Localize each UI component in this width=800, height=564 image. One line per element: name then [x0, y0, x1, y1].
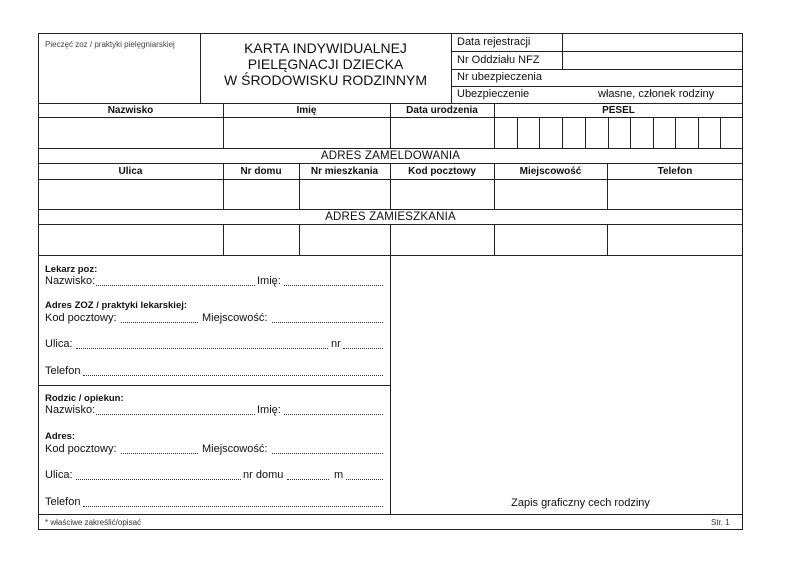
- parent-address-heading: Adres:: [45, 431, 76, 442]
- surname-field[interactable]: [39, 118, 222, 147]
- first-name-header: Imię: [296, 105, 317, 116]
- house-number-header: Nr domu: [240, 166, 282, 177]
- parent-street-field[interactable]: [76, 479, 241, 480]
- doctor-nr-field[interactable]: [343, 348, 383, 349]
- city-header: Miejscowość: [519, 166, 582, 177]
- parent-city-label: Miejscowość:: [202, 443, 268, 455]
- doctor-city-field[interactable]: [272, 322, 383, 323]
- doctor-street-field[interactable]: [76, 348, 328, 349]
- first-name-field[interactable]: [224, 118, 389, 147]
- header-divider-2: [451, 33, 452, 103]
- parent-postal-field[interactable]: [121, 453, 198, 454]
- reg-flat-field[interactable]: [300, 180, 389, 208]
- parent-flat-field[interactable]: [346, 479, 383, 480]
- registered-address-title: ADRES ZAMELDOWANIA: [320, 150, 461, 162]
- doctor-postal-field[interactable]: [121, 322, 198, 323]
- title-line-3: W ŚRODOWISKU RODZINNYM: [224, 72, 427, 88]
- doctor-firstname-label: Imię:: [257, 275, 281, 287]
- patient-row-bottom: [38, 148, 743, 149]
- footnote: * właściwe zakreślić/opisać: [45, 518, 142, 527]
- doctor-parent-divider: [38, 385, 390, 386]
- insurance-number-label: Nr ubezpieczenia: [457, 71, 542, 83]
- stamp-label: Pieczęć zoz / praktyki pielęgniarskiej: [45, 40, 175, 49]
- reg-house-field[interactable]: [224, 180, 298, 208]
- reg-date-field[interactable]: [563, 34, 742, 50]
- parent-surname-field[interactable]: [96, 414, 255, 415]
- street-header: Ulica: [118, 166, 143, 177]
- parent-surname-label: Nazwisko:: [45, 404, 96, 416]
- doctor-surname-field[interactable]: [96, 285, 255, 286]
- parent-firstname-label: Imię:: [257, 404, 281, 416]
- res-house-field[interactable]: [224, 225, 298, 254]
- reg-postal-field[interactable]: [391, 180, 493, 208]
- res-phone-field[interactable]: [608, 225, 742, 254]
- insurance-type-label: Ubezpieczenie: [457, 88, 530, 100]
- surname-header: Nazwisko: [107, 105, 154, 116]
- reg-date-label: Data rejestracji: [457, 36, 531, 48]
- page-number: Str. 1: [711, 518, 730, 527]
- res-postal-field[interactable]: [391, 225, 493, 254]
- insurance-type-value[interactable]: własne, członek rodziny: [598, 88, 715, 100]
- doctor-phone-field[interactable]: [83, 375, 383, 376]
- parent-phone-field[interactable]: [83, 506, 383, 507]
- parent-house-field[interactable]: [287, 479, 329, 480]
- reg-street-field[interactable]: [39, 180, 222, 208]
- res-flat-field[interactable]: [300, 225, 389, 254]
- title-line-1: KARTA INDYWIDUALNEJ: [244, 40, 407, 56]
- doctor-address-heading: Adres ZOZ / praktyki lekarskiej:: [45, 300, 188, 311]
- parent-house-label: nr domu: [243, 469, 284, 481]
- res-city-field[interactable]: [495, 225, 606, 254]
- doctor-firstname-field[interactable]: [284, 285, 383, 286]
- res-street-field[interactable]: [39, 225, 222, 254]
- nfz-branch-label: Nr Oddziału NFZ: [457, 54, 540, 66]
- parent-street-label: Ulica:: [45, 469, 73, 481]
- reg-line-3: [451, 86, 743, 87]
- parent-postal-label: Kod pocztowy:: [45, 443, 117, 455]
- pesel-field[interactable]: [495, 118, 742, 147]
- birth-date-header: Data urodzenia: [406, 105, 478, 116]
- parent-firstname-field[interactable]: [284, 414, 383, 415]
- genogram-label: Zapis graficzny cech rodziny: [511, 497, 650, 509]
- reg-city-field[interactable]: [495, 180, 606, 208]
- insurance-number-field[interactable]: [563, 70, 742, 85]
- postal-code-header: Kod pocztowy: [408, 166, 476, 177]
- parent-city-field[interactable]: [272, 453, 383, 454]
- parent-flat-label: m: [334, 469, 344, 481]
- pesel-header: PESEL: [602, 105, 635, 116]
- form-title: [200, 40, 451, 88]
- flat-number-header: Nr mieszkania: [310, 166, 379, 177]
- title-line-2: PIELĘGNACJI DZIECKA: [247, 56, 404, 72]
- doctor-city-label: Miejscowość:: [202, 312, 268, 324]
- doctor-phone-label: Telefon: [45, 365, 81, 377]
- doctor-nr-label: nr: [331, 338, 341, 350]
- genogram-area[interactable]: [391, 256, 742, 513]
- doctor-heading: Lekarz poz:: [45, 264, 98, 275]
- doctor-street-label: Ulica:: [45, 338, 73, 350]
- doctor-postal-label: Kod pocztowy:: [45, 312, 117, 324]
- birth-date-field[interactable]: [391, 118, 493, 147]
- doctor-surname-label: Nazwisko:: [45, 275, 96, 287]
- phone-header: Telefon: [657, 166, 693, 177]
- parent-heading: Rodzic / opiekun:: [45, 393, 124, 404]
- footer-line: [38, 514, 743, 515]
- registered-row-bottom: [38, 209, 743, 210]
- residence-address-title: ADRES ZAMIESZKANIA: [325, 211, 456, 223]
- parent-phone-label: Telefon: [45, 496, 81, 508]
- nfz-branch-field[interactable]: [563, 52, 742, 68]
- reg-phone-field[interactable]: [608, 180, 742, 208]
